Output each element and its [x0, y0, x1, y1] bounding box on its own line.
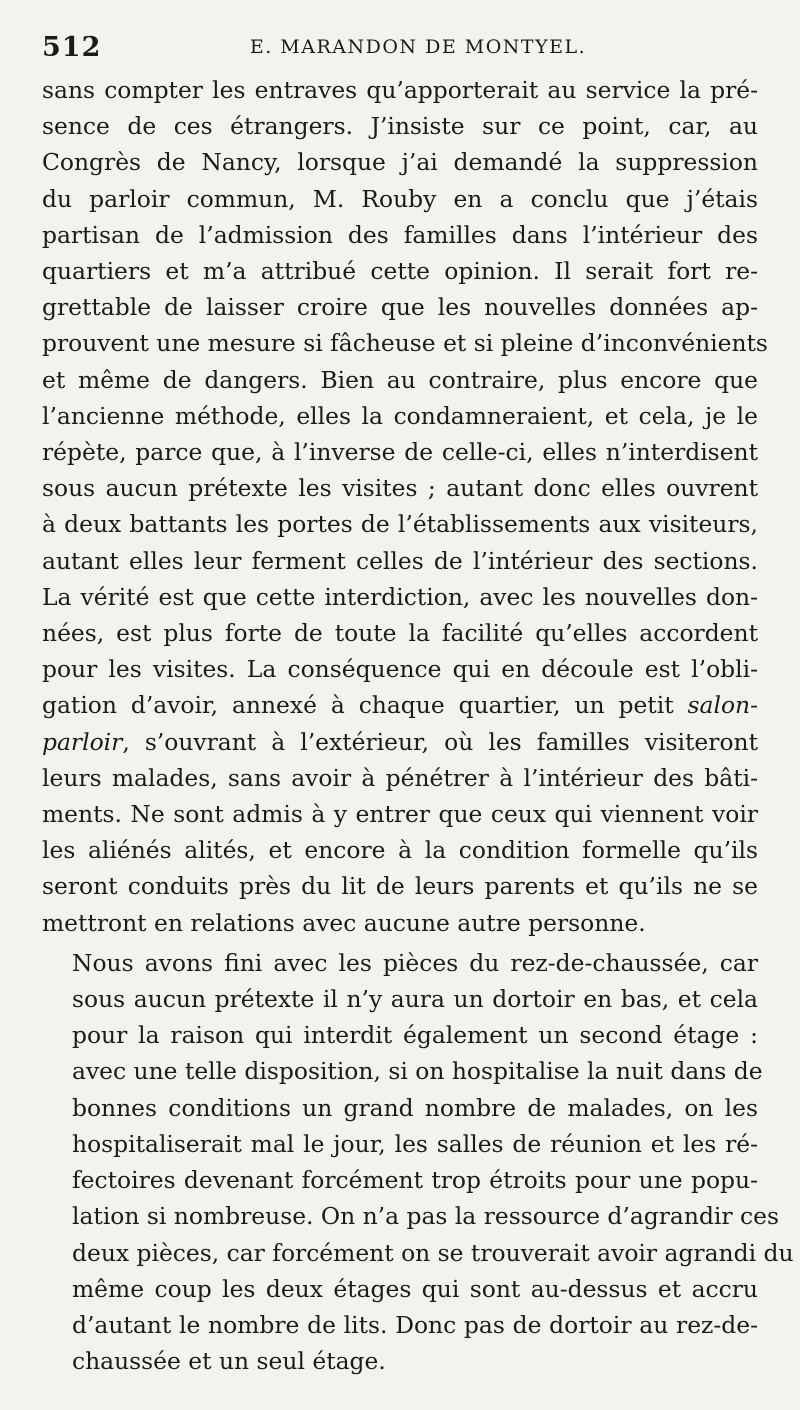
text-line: sans compter les entraves qu’apporterait au service la pré-	[42, 76, 758, 104]
body-text	[42, 72, 794, 1379]
text-line: pour les visites. La conséquence qui en découle est l’obli-	[42, 655, 758, 684]
text-line: l’ancienne méthode, elles la condamneraient, et cela, je le	[42, 401, 758, 430]
running-head: E. MARANDON DE MONTYEL.	[249, 36, 587, 58]
text-line: du parloir commun, M. Rouby en a conclu que j’étais	[42, 184, 758, 213]
text-line: La vérité est que cette interdiction, avec les nouvelles don-	[42, 582, 758, 611]
text-line: leurs malades, sans avoir à pénétrer à l’intérieur des bâti-	[42, 763, 758, 792]
text-line: quartiers et m’a attribué cette opinion. Il serait fort re-	[42, 257, 758, 286]
text-line: fectoires devenant forcément trop étroits pour une popu-	[72, 1166, 758, 1195]
text-line: Congrès de Nancy, lorsque j’ai demandé la suppression	[42, 148, 758, 177]
text-line: seront conduits près du lit de leurs parents et qu’ils ne se	[42, 872, 758, 901]
text-line: sous aucun prétexte il n’y aura un dortoir en bas, et cela	[72, 985, 758, 1014]
page-number: 512	[42, 32, 102, 63]
text-line: pour la raison qui interdit également un second étage :	[72, 1021, 758, 1050]
text-line: ments. Ne sont admis à y entrer que ceux qui viennent voir	[42, 800, 758, 829]
text-line: et même de dangers. Bien au contraire, plus encore que	[42, 365, 758, 394]
text-line: répète, parce que, à l’inverse de celle-ci, elles n’interdisent	[42, 438, 758, 467]
text-line: mettront en relations avec aucune autre personne.	[42, 908, 646, 937]
text-line: partisan de l’admission des familles dans l’intérieur des	[42, 220, 758, 249]
text-line: bonnes conditions un grand nombre de malades, on les	[72, 1093, 758, 1122]
text-line: d’autant le nombre de lits. Donc pas de dortoir au rez-de-	[72, 1310, 758, 1339]
text-line: sence de ces étrangers. J’insiste sur ce point, car, au	[42, 112, 758, 141]
text-line: chaussée et un seul étage.	[72, 1347, 386, 1376]
text-line: à deux battants les portes de l’établissements aux visiteurs,	[42, 510, 758, 539]
text-line: avec une telle disposition, si on hospitalise la nuit dans de	[72, 1057, 763, 1086]
text-line: gation d’avoir, annexé à chaque quartier, un petit salon-	[42, 691, 758, 720]
text-line: lation si nombreuse. On n’a pas la ressource d’agrandir ces	[72, 1202, 779, 1231]
text-line: nées, est plus forte de toute la facilité qu’elles accordent	[42, 619, 758, 648]
text-line: autant elles leur ferment celles de l’intérieur des sections.	[42, 546, 758, 575]
text-line: les aliénés alités, et encore à la condition formelle qu’ils	[42, 836, 758, 865]
paragraph	[42, 945, 794, 1379]
text-line: hospitaliserait mal le jour, les salles de réunion et les ré-	[72, 1129, 758, 1158]
text-line: sous aucun prétexte les visites ; autant donc elles ouvrent	[42, 474, 758, 503]
text-line: parloir, s’ouvrant à l’extérieur, où les familles visiteront	[42, 727, 758, 756]
text-line: même coup les deux étages qui sont au-dessus et accru	[72, 1274, 758, 1303]
text-line: deux pièces, car forcément on se trouverait avoir agrandi du	[72, 1238, 794, 1267]
text-line: prouvent une mesure si fâcheuse et si pleine d’inconvénients	[42, 329, 768, 358]
paragraph	[42, 72, 768, 941]
text-line: Nous avons fini avec les pièces du rez-de-chaussée, car	[72, 948, 758, 977]
page-header	[42, 32, 758, 72]
text-line: grettable de laisser croire que les nouvelles données ap-	[42, 293, 758, 322]
